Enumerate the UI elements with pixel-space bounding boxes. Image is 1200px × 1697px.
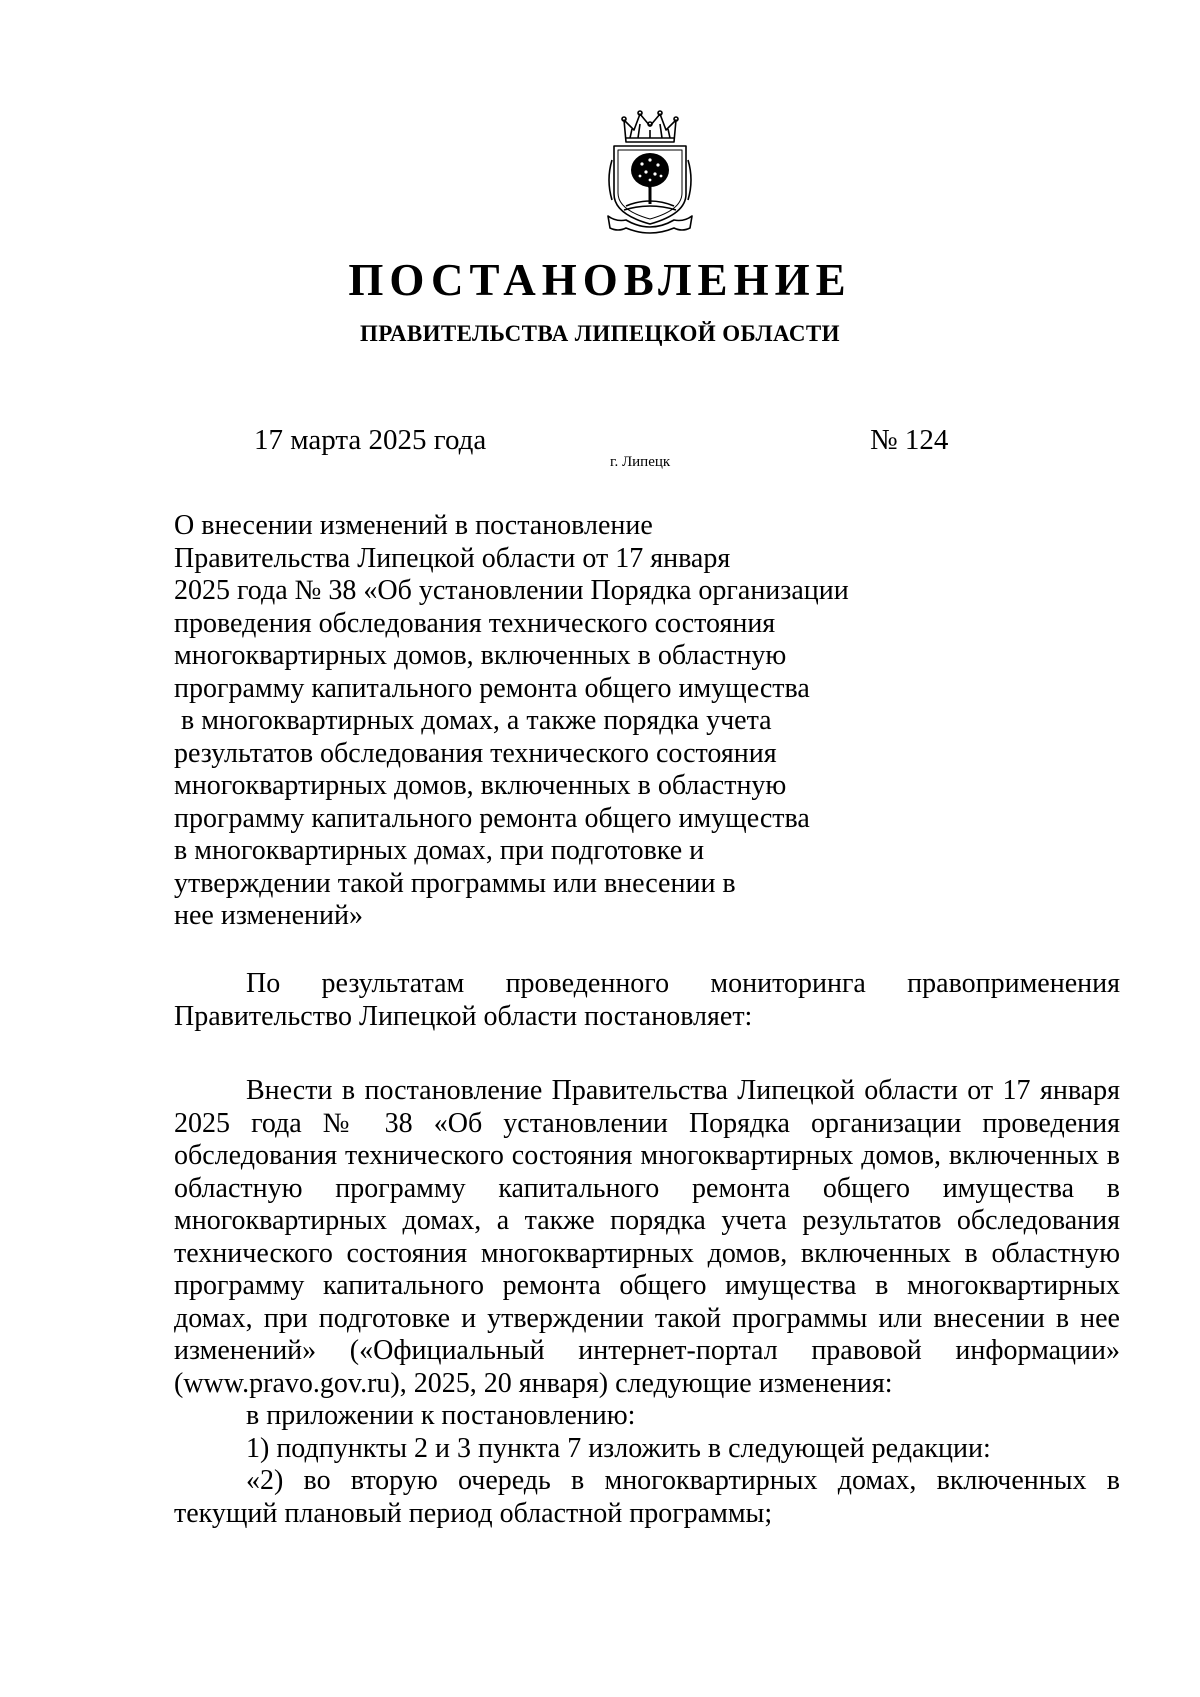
paragraph-gap xyxy=(174,1033,1120,1075)
document-subject xyxy=(174,510,894,933)
subject-line: многоквартирных домов, включенных в областную xyxy=(174,640,787,671)
document-date: 17 марта 2025 года xyxy=(254,424,487,456)
issuing-authority: ПРАВИТЕЛЬСТВА ЛИПЕЦКОЙ ОБЛАСТИ xyxy=(360,321,840,346)
document-city: г. Липецк xyxy=(610,454,671,470)
subject-line: результатов обследования технического состояния xyxy=(174,737,777,769)
document-type-title: ПОСТАНОВЛЕНИЕ xyxy=(348,255,852,305)
subject-line: 2025 года № 38 «Об установлении Порядка организации xyxy=(174,575,849,606)
subject-line: утверждении такой программы или внесении в xyxy=(174,867,736,899)
item-1-paragraph: 1) подпункты 2 и 3 пункта 7 изложить в следующей редакции: xyxy=(246,1432,991,1464)
subject-line: многоквартирных домов, включенных в областную xyxy=(174,770,787,801)
subject-line: О внесении изменений в постановление xyxy=(174,510,653,541)
subject-line: программу капитального ремонта общего имущества xyxy=(174,802,810,834)
subject-line: проведения обследования технического состояния xyxy=(174,607,776,639)
main-paragraph: Внести в постановление Правительства Липецкой области от 17 января 2025 года № 38 «Об установлении Порядка организации проведения обследования технического состояния многоквартирных домов, включенных в областную программу капитального ремонта общего имущества в многоквартирных домах, а также порядка учета результатов обследования технического состояния многоквартирных домов, включенных в областную программу капитального ремонта общего имущества в многоквартирных домах, при подготовке и утверждении такой программы или внесении в нее изменений» («Официальный интернет-портал правовой информации» (www.pravo.gov.ru), 2025, 20 января) следующие изменения: xyxy=(174,1075,1120,1399)
document-body xyxy=(174,968,1120,1530)
subject-line: Правительства Липецкой области от 17 января xyxy=(174,542,731,574)
subject-line: нее изменений» xyxy=(174,900,363,931)
coat-of-arms-emblem xyxy=(604,110,696,238)
subject-line: в многоквартирных домах, при подготовке и xyxy=(174,835,705,866)
subject-line: программу капитального ремонта общего имущества xyxy=(174,672,810,704)
item-2-paragraph: «2) во вторую очередь в многоквартирных домах, включенных в текущий плановый период областной программы; xyxy=(174,1465,1120,1529)
document-number: № 124 xyxy=(870,424,949,456)
appendix-paragraph: в приложении к постановлению: xyxy=(246,1400,636,1431)
preamble-paragraph: По результатам проведенного мониторинга правоприменения Правительство Липецкой области постановляет: xyxy=(174,968,1120,1032)
subject-line: в многоквартирных домах, а также порядка учета xyxy=(174,705,772,736)
